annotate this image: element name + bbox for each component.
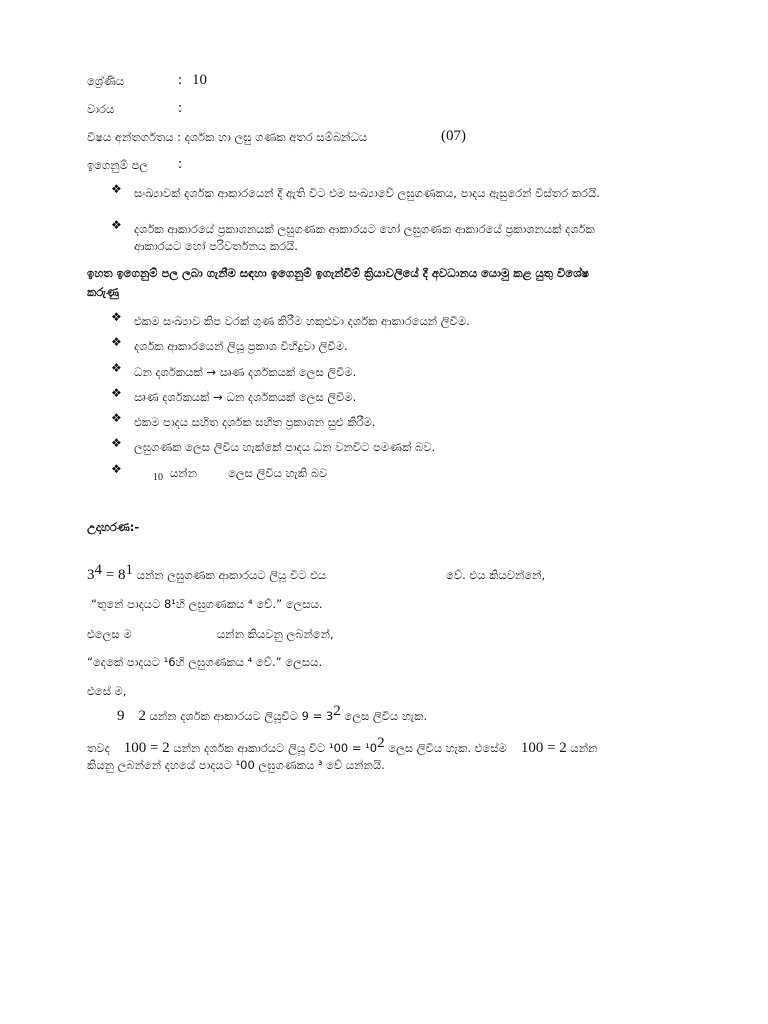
point-3: ධන දර්ශකයක් → ඍණ දර්ශකයක් ලෙස ලිවීම. bbox=[134, 365, 357, 379]
example-1-quote: “තුනේ පාදයට 8¹හි ලඝුගණකය ⁴ වේ.” ලෙසය. bbox=[91, 597, 323, 611]
subject-label: විෂය අන්තර්ගතය : දර්ශක හා ලඝු ගණක අතර සම්බන්ධය bbox=[87, 130, 368, 144]
attention-heading-line2: කරුණු bbox=[87, 285, 119, 299]
outcome-1-line1: සංඛ්‍යාවක් දර්ශක ආකාරයෙන් දී ඇති විට එම සංඛ්‍යාවේ ලඝුගණකය, පාදය ඇසුරෙන් විස්තර කරයි. bbox=[134, 186, 600, 200]
point-2: දර්ශක ආකාරයෙන් ලියූ ප්‍රකාශ විහිදුවා ලිවීම. bbox=[134, 339, 348, 353]
example-4-line1 bbox=[87, 735, 598, 756]
example-4-exp: 2 bbox=[377, 735, 385, 752]
bullet-icon: ❖ bbox=[111, 411, 122, 425]
bullet-icon: ❖ bbox=[111, 462, 122, 476]
example-3 bbox=[117, 703, 428, 724]
point-5: එකම පාදය සහිත දර්ශක සහිත ප්‍රකාශන සුළු කිරීම. bbox=[134, 415, 376, 429]
example-3-n2: 2 bbox=[138, 708, 146, 724]
period-label: වාරය bbox=[87, 102, 115, 116]
example-4-end: යන්න bbox=[566, 741, 598, 755]
example-1-exp: 4 bbox=[94, 562, 102, 579]
example-4-mid2: ලෙස ලිවිය හැක. එසේම bbox=[384, 741, 507, 755]
point-7-text-a: යන්න bbox=[170, 466, 197, 480]
period-colon: : bbox=[178, 100, 183, 116]
example-2-lead: එලෙස ම bbox=[87, 627, 132, 641]
point-6: ලඝුගණක ලෙස ලිවිය හැක්කේ පාදය ධන වනවිට පමණක් බව. bbox=[134, 440, 436, 454]
example-4-lead: තවද bbox=[87, 741, 110, 755]
outcome-2-line2: ආකාරයට හෝ පරිවර්තනය කරයි. bbox=[134, 239, 298, 253]
outcomes-colon: : bbox=[178, 156, 183, 172]
example-1-text: යන්න ලඝුගණක ආකාරයට ලියූ විට එය bbox=[132, 568, 327, 582]
bullet-icon: ❖ bbox=[111, 386, 122, 400]
examples-heading: උදාහරණ:- bbox=[87, 520, 140, 534]
point-7-text-b: ලෙස ලිවිය හැකි බව bbox=[228, 466, 328, 480]
grade-value: 10 bbox=[192, 72, 207, 88]
example-1-eq: = 8 bbox=[102, 567, 126, 583]
bullet-icon: ❖ bbox=[111, 218, 122, 232]
example-4-eq1: 100 = 2 bbox=[123, 740, 170, 756]
point-1: එකම සංඛ්‍යාව කිප වරක් ගුණ කිරීම හකුළුවා දර්ශක ආකාරයෙන් ලිවීම. bbox=[134, 314, 470, 328]
example-4-mid: යන්න දර්ශක ආකාරයට ලියූ විට ¹00 = ¹0 bbox=[169, 741, 378, 755]
point-7-subscript: 10 bbox=[153, 472, 163, 483]
example-3-exp: 2 bbox=[333, 703, 341, 720]
point-4: ඍණ දර්ශකයක් → ධන දර්ශකයක් ලෙස ලිවීම. bbox=[134, 390, 357, 404]
attention-heading-line1: ඉහත ඉගෙනුම් පල ලබා ගැනීම සඳහා ඉගෙනුම් ඉගැන්වීම් ක්‍රියාවලියේ දී අවධානය යොමු කළ යුතු විශේෂ bbox=[87, 266, 590, 280]
example-2-quote: “දෙකේ පාදයට ¹6හි ලඝුගණකය ⁴ වේ.” ලෙසය. bbox=[87, 655, 323, 669]
example-1-sup: 1 bbox=[125, 562, 133, 579]
subject-code: (07) bbox=[441, 128, 466, 144]
bullet-icon: ❖ bbox=[111, 361, 122, 375]
grade-label: ශ්‍රේණිය bbox=[87, 74, 125, 88]
bullet-icon: ❖ bbox=[111, 436, 122, 450]
example-1 bbox=[87, 562, 327, 583]
example-3-text: යන්න දර්ශක ආකාරයට ලියූවිට 9 = 3 bbox=[146, 709, 334, 723]
outcomes-label: ඉගෙනුම් පල bbox=[87, 158, 149, 172]
example-4-eq2: 100 = 2 bbox=[520, 740, 567, 756]
grade-colon: : bbox=[178, 72, 183, 88]
example-1-base: 3 bbox=[87, 567, 95, 583]
bullet-icon: ❖ bbox=[111, 335, 122, 349]
bullet-icon: ❖ bbox=[111, 182, 122, 196]
example-1-text-end: වේ. එය කියවන්නේ, bbox=[446, 568, 546, 582]
example-3-tail: ලෙස ලිවිය හැක. bbox=[340, 709, 428, 723]
example-2-text: යන්න කියවනු ලබන්නේ, bbox=[217, 627, 334, 641]
example-3-n1: 9 bbox=[117, 708, 125, 724]
example-4-line2: කියනු ලබන්නේ දහයේ පාදයට ¹00 ලඝුගණකය ³ වේ යන්නයි. bbox=[87, 758, 385, 772]
also-text: එසේ ම, bbox=[87, 684, 127, 698]
outcome-2-line1: දර්ශක ආකාරයේ ප්‍රකාශනයක් ලඝුගණක ආකාරයට හෝ ලඝුගණක ආකාරයේ ප්‍රකාශනයක් දර්ශක bbox=[134, 222, 595, 236]
bullet-icon: ❖ bbox=[111, 310, 122, 324]
